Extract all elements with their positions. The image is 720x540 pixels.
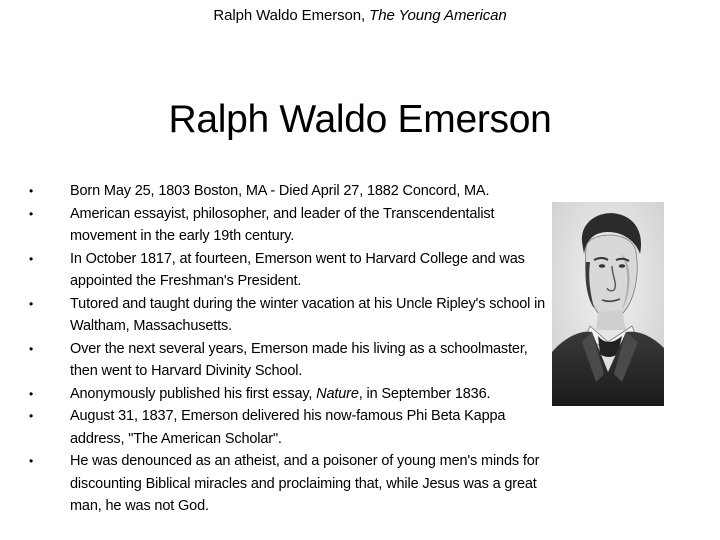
bullet-icon: •: [29, 251, 34, 266]
bullet-item: [26, 293, 546, 338]
bullet-icon: •: [29, 206, 34, 221]
bullet-item: [26, 383, 546, 406]
bullet-item: [26, 338, 546, 383]
bullet-icon: •: [29, 296, 34, 311]
eye-left: [599, 264, 605, 268]
bullet-text: He was denounced as an atheist, and a poisoner of young men's minds for discounting Biblical miracles and proclaiming that, while Jesus was a great man, he was not God.: [70, 453, 540, 514]
bullet-item: [26, 248, 546, 293]
bullet-text-part: Anonymously published his first essay,: [70, 385, 317, 402]
bullet-list: [26, 180, 546, 518]
essay-title: Nature: [316, 385, 359, 402]
bullet-icon: •: [29, 341, 34, 356]
bullet-item: [26, 405, 546, 450]
bullet-text: August 31, 1837, Emerson delivered his now-famous Phi Beta Kappa address, "The American Scholar".: [70, 408, 506, 447]
header-italic-text: The Young American: [369, 7, 507, 24]
eye-right: [619, 264, 625, 268]
bullet-icon: •: [29, 409, 34, 423]
bullet-text: American essayist, philosopher, and leader of the Transcendentalist movement in the early 19th century.: [70, 205, 495, 244]
bullet-icon: •: [29, 454, 34, 468]
bullet-text: [70, 386, 490, 402]
bullet-text: Born May 25, 1803 Boston, MA - Died April 27, 1882 Concord, MA.: [70, 183, 490, 199]
bullet-item: [26, 450, 546, 518]
slide-title: Ralph Waldo Emerson: [168, 98, 552, 141]
bullet-text: In October 1817, at fourteen, Emerson went to Harvard College and was appointed the Freshman's President.: [70, 250, 525, 289]
bullet-icon: •: [29, 184, 34, 198]
bullet-icon: •: [29, 386, 34, 401]
bullet-text-part: , in September 1836.: [358, 385, 491, 402]
bullet-item: [26, 180, 546, 203]
header-text: Ralph Waldo Emerson,: [213, 7, 370, 24]
portrait-image: [552, 202, 664, 406]
bullet-text: Tutored and taught during the winter vacation at his Uncle Ripley's school in Waltham, Massachusetts.: [70, 295, 546, 334]
bullet-item: [26, 203, 546, 248]
neck: [596, 310, 626, 330]
bullet-text: Over the next several years, Emerson made his living as a schoolmaster, then went to Harvard Divinity School.: [70, 340, 528, 379]
slide-header: [0, 6, 720, 26]
